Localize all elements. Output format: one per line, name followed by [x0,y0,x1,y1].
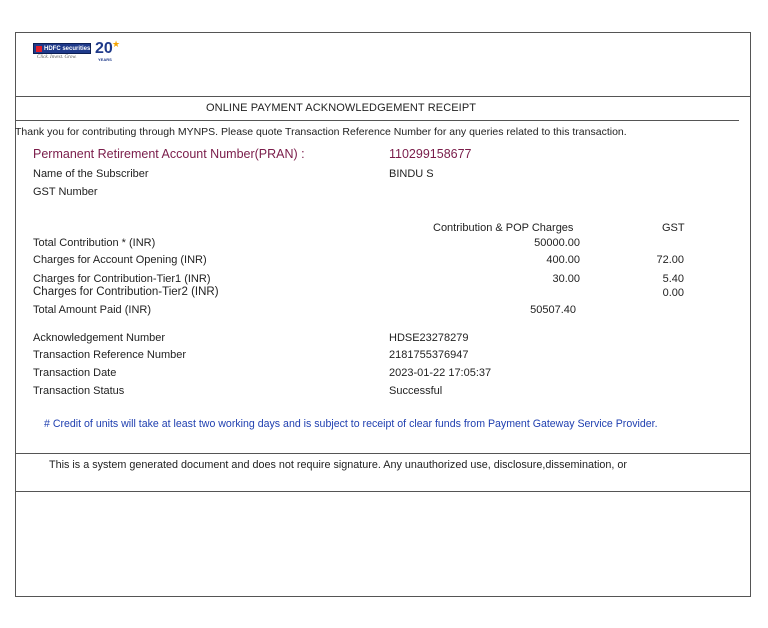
row-gst: 5.40 [662,273,684,285]
charges-column-header: Contribution & POP Charges [433,222,574,234]
logo-badge [33,43,91,54]
logo-red-square-icon [36,46,42,52]
pran-value: 110299158677 [389,147,472,161]
row-amount: 50507.40 [530,304,576,316]
row-amount: 400.00 [546,254,580,266]
subscriber-label: Name of the Subscriber [33,168,149,180]
logo-brand-text: HDFC securities [44,46,91,52]
row-gst: 72.00 [656,254,684,266]
detail-label: Acknowledgement Number [33,332,166,344]
row-label: Charges for Account Opening (INR) [33,254,207,266]
disclaimer-text: This is a system generated document and does not require signature. Any unauthorized use, disclosure,dissemination, or [49,459,627,471]
row-amount: 30.00 [552,273,580,285]
intro-text: Thank you for contributing through MYNPS. Please quote Transaction Reference Number for any queries related to this transaction. [15,126,627,138]
detail-value: Successful [389,385,443,397]
receipt-title: ONLINE PAYMENT ACKNOWLEDGEMENT RECEIPT [206,102,477,114]
divider [15,491,751,492]
pran-label: Permanent Retirement Account Number(PRAN) : [33,147,305,161]
detail-value: 2023-01-22 17:05:37 [389,367,492,379]
logo-tagline: Click. Invest. Grow. [37,55,77,60]
row-label: Total Contribution * (INR) [33,237,156,249]
detail-value: 2181755376947 [389,349,469,361]
hdfc-securities-logo [33,39,123,65]
gst-column-header: GST [662,222,685,234]
divider [15,120,739,121]
detail-label: Transaction Reference Number [33,349,187,361]
detail-label: Transaction Status [33,385,125,397]
detail-value: HDSE23278279 [389,332,469,344]
divider [15,453,751,454]
star-icon: ★ [112,39,121,49]
row-amount: 50000.00 [534,237,580,249]
gst-number-label: GST Number [33,186,98,198]
credit-note: # Credit of units will take at least two working days and is subject to receipt of clear funds from Payment Gateway Service Provider. [44,418,658,430]
logo-years-number: 20 [95,40,113,57]
row-label: Total Amount Paid (INR) [33,304,151,316]
detail-label: Transaction Date [33,367,117,379]
row-label: Charges for Contribution-Tier2 (INR) [33,286,219,298]
row-label: Charges for Contribution-Tier1 (INR) [33,273,211,285]
divider [15,96,751,97]
logo-years-label: YEARS [98,57,112,62]
subscriber-value: BINDU S [389,168,434,180]
row-gst: 0.00 [662,287,684,299]
